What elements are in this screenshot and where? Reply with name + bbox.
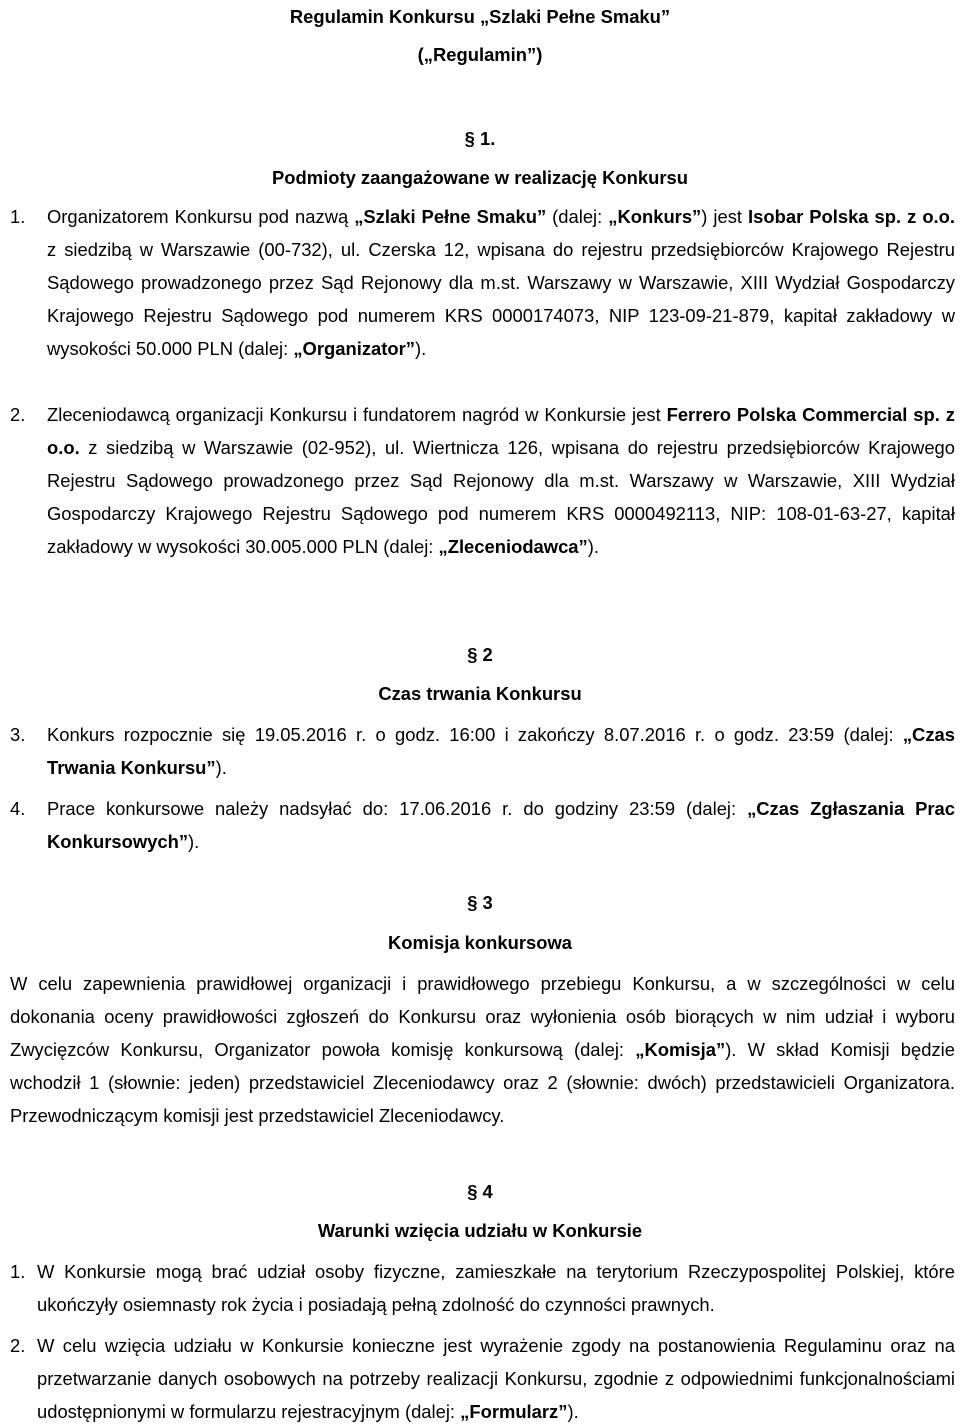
section-4-heading: Warunki wzięcia udziału w Konkursie bbox=[317, 1220, 643, 1241]
item-text bbox=[37, 1329, 955, 1428]
text-run: Organizatorem Konkursu pod nazwą bbox=[47, 206, 355, 227]
text-run: W celu wzięcia udziału w Konkursie konieczne jest wyrażenie zgody na postanowienia Regulaminu oraz na przetwarzanie danych osobowych na potrzeby realizacji Konkursu, zgodnie z odpowiednimi funkcjonalnościami udostępnionymi w formularzu rejestracyjnym (dalej: bbox=[37, 1335, 955, 1422]
text-run: ). bbox=[414, 338, 427, 359]
defined-term: „Zleceniodawca” bbox=[438, 536, 588, 557]
section-4-number: § 4 bbox=[467, 1181, 493, 1202]
section-3-paragraph bbox=[10, 967, 955, 1132]
text-run: ) jest bbox=[701, 206, 749, 227]
text-run: W celu zapewnienia prawidłowej organizacji i prawidłowego przebiegu Konkursu, a w szczególności w celu dokonania oceny prawidłowości zgłoszeń do Konkursu oraz wyłonienia osób biorących w nim udział i wyboru Zwycięzców Konkursu, Organizator powoła komisję konkursową (dalej: bbox=[10, 973, 955, 1060]
section-1-heading: Podmioty zaangażowane w realizację Konkursu bbox=[272, 167, 688, 188]
item-text bbox=[47, 718, 955, 784]
text-run: ). W skład Komisji będzie wchodził 1 (słownie: jeden) przedstawiciel Zleceniodawcy oraz 2 (słownie: dwóch) przedstawicieli Organizatora. Przewodniczącym komisji jest przedstawiciel Zleceniodawcy. bbox=[10, 1039, 955, 1126]
contest-name: „Szlaki Pełne Smaku” bbox=[354, 206, 547, 227]
defined-term: „Czas Zgłaszania Prac Konkursowych” bbox=[47, 798, 955, 852]
defined-term: „Formularz” bbox=[460, 1401, 568, 1422]
section-3-heading: Komisja konkursowa bbox=[388, 932, 572, 953]
item-text bbox=[47, 792, 955, 858]
section-2-heading: Czas trwania Konkursu bbox=[378, 683, 582, 704]
defined-term: „Czas Trwania Konkursu” bbox=[47, 724, 955, 778]
defined-term: „Organizator” bbox=[293, 338, 415, 359]
company-name: Ferrero Polska Commercial sp. z o.o. bbox=[47, 404, 955, 458]
item-number: 2. bbox=[10, 1335, 26, 1356]
company-name: Isobar Polska sp. z o.o. bbox=[748, 206, 956, 227]
text-run: ). bbox=[587, 536, 599, 557]
item-number: 1. bbox=[10, 1261, 26, 1282]
text-run: z siedzibą w Warszawie (02-952), ul. Wiertnicza 126, wpisana do rejestru przedsiębiorców Krajowego Rejestru Sądowego prowadzonego przez Sąd Rejonowy dla m.st. Warszawy w Warszawie, XIII Wydział Gospodarczy Krajowego Rejestru Sądowego pod numerem KRS 0000492113, NIP: 108-01-63-27, kapitał zakładowy w wysokości 30.005.000 PLN (dalej: bbox=[47, 437, 955, 557]
item-text bbox=[47, 398, 955, 563]
text-run: Zleceniodawcą organizacji Konkursu i fundatorem nagród w Konkursie jest bbox=[47, 404, 667, 425]
section-3-number: § 3 bbox=[467, 892, 493, 913]
text-run: ). bbox=[188, 831, 200, 852]
item-number: 3. bbox=[10, 724, 26, 745]
section-1-number: § 1. bbox=[464, 128, 496, 149]
item-text bbox=[47, 200, 955, 365]
section-2-number: § 2 bbox=[467, 644, 493, 665]
item-number: 2. bbox=[10, 404, 26, 425]
document-subtitle: („Regulamin”) bbox=[417, 44, 543, 65]
defined-term: „Konkurs” bbox=[608, 206, 702, 227]
item-number: 4. bbox=[10, 798, 26, 819]
text-run: Konkurs rozpocznie się 19.05.2016 r. o godz. 16:00 i zakończy 8.07.2016 r. o godz. 23:59 (dalej: bbox=[47, 724, 903, 745]
document-title: Regulamin Konkursu „Szlaki Pełne Smaku” bbox=[289, 6, 671, 27]
text-run: ). bbox=[215, 757, 227, 778]
text-run: z siedzibą w Warszawie (00-732), ul. Czerska 12, wpisana do rejestru przedsiębiorców Krajowego Rejestru Sądowego prowadzonego przez Sąd Rejonowy dla m.st. Warszawy w Warszawie, XIII Wydział Gospodarczy Krajowego Rejestru Sądowego pod numerem KRS 0000174073, NIP 123-09-21-879, kapitał zakładowy w wysokości 50.000 PLN (dalej: bbox=[47, 239, 955, 359]
text-run: ). bbox=[567, 1401, 579, 1422]
text-run: (dalej: bbox=[546, 206, 609, 227]
item-text: W Konkursie mogą brać udział osoby fizyczne, zamieszkałe na terytorium Rzeczypospolitej Polskiej, które ukończyły osiemnasty rok życia i posiadają pełną zdolność do czynności prawnych. bbox=[37, 1261, 955, 1315]
defined-term: „Komisja” bbox=[635, 1039, 726, 1060]
item-number: 1. bbox=[10, 206, 26, 227]
text-run: Prace konkursowe należy nadsyłać do: 17.06.2016 r. do godziny 23:59 (dalej: bbox=[47, 798, 748, 819]
